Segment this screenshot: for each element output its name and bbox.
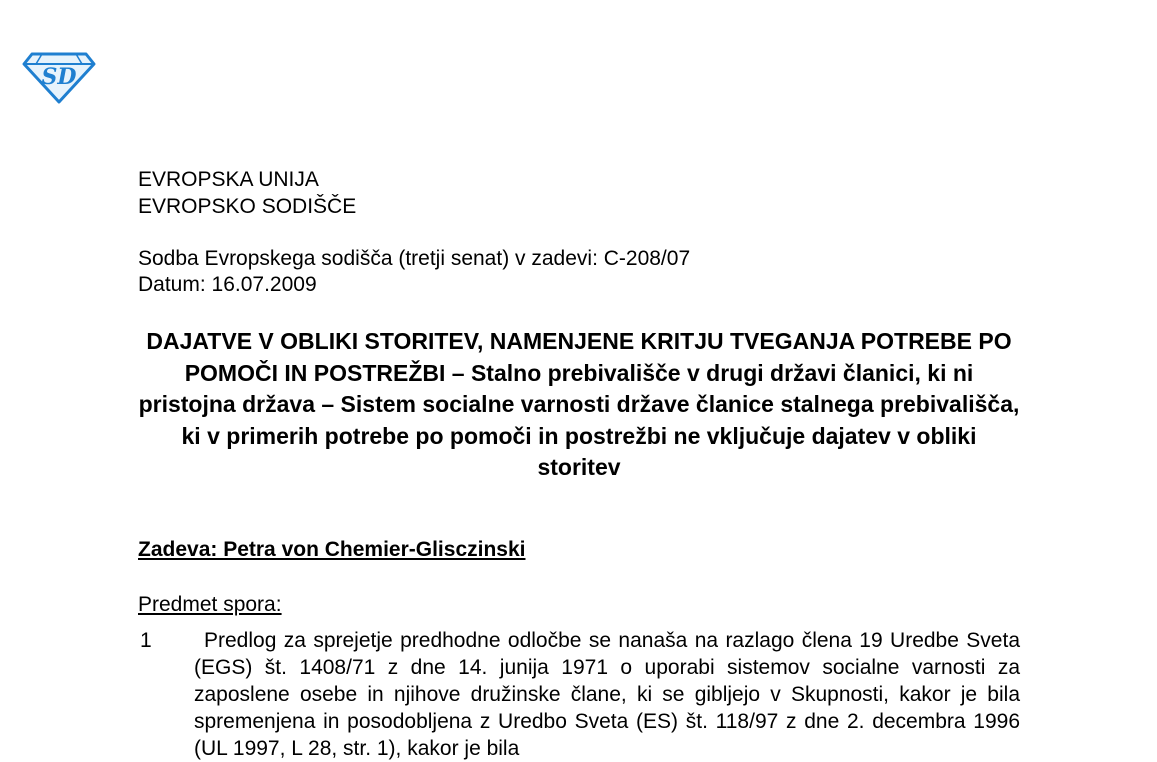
diamond-logo-icon — [22, 48, 96, 104]
case-party: Zadeva: Petra von Chemier-Glisczinski — [138, 538, 526, 561]
paragraph-number: 1 — [140, 629, 152, 652]
date-line: Datum: 16.07.2009 — [138, 273, 317, 296]
judgment-line: Sodba Evropskega sodišča (tretji senat) v zadevi: C-208/07 — [138, 247, 691, 270]
document-title: DAJATVE V OBLIKI STORITEV, NAMENJENE KRITJU TVEGANJA POTREBE PO POMOČI IN POSTREŽBI – Stalno prebivališče v drugi državi članici, ki ni pristojna država – Sistem socialne varnosti države članice stalnega prebivališča, ki v primerih potrebe po pomoči in postrežbi ne vključuje dajatev v obliki storitev — [138, 328, 1020, 480]
institution-header — [138, 166, 356, 220]
court-logo — [22, 48, 96, 104]
paragraph-text: Predlog za sprejetje predhodne odločbe se nanaša na razlago člena 19 Uredbe Sveta (EGS) št. 1408/71 z dne 14. junija 1971 o uporabi sistemov socialne varnosti za zaposlene osebe in njihove družinske člane, ki se gibljejo v Skupnosti, kakor je bila spremenjena in posodobljena z Uredbo Sveta (ES) št. 118/97 z dne 2. decembra 1996 (UL 1997, L 28, str. 1), kakor je bila — [194, 629, 1020, 760]
subject-heading: Predmet spora: — [138, 593, 282, 616]
header-line-eu: EVROPSKA UNIJA — [138, 168, 319, 191]
header-line-court: EVROPSKO SODIŠČE — [138, 195, 357, 218]
case-reference — [138, 246, 690, 298]
logo-text: SD — [41, 64, 77, 90]
